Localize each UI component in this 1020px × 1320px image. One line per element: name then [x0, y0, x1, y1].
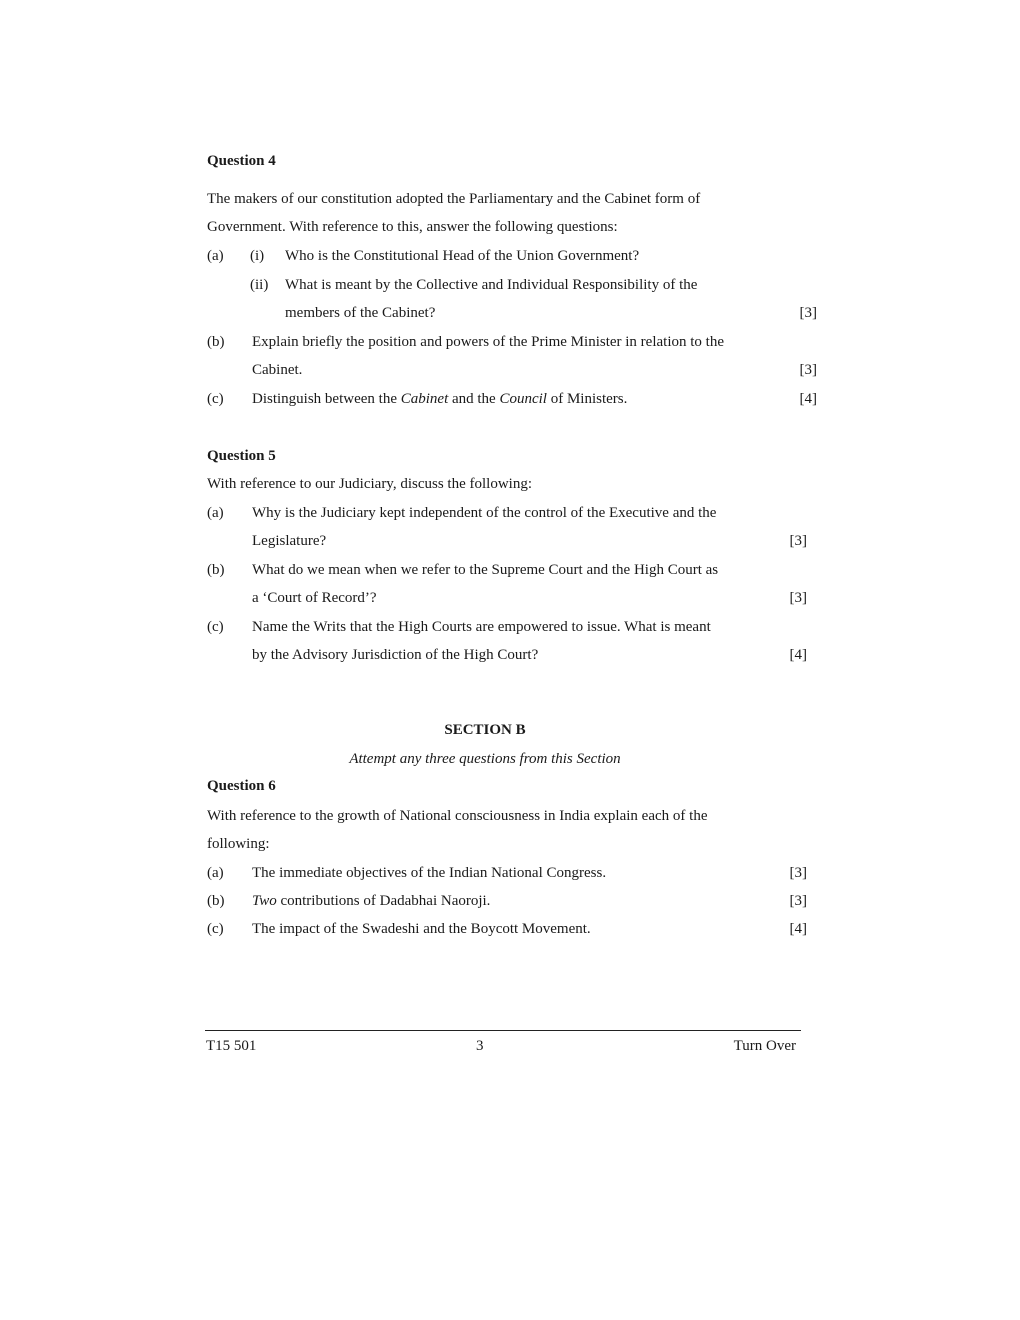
marks: [3]	[789, 893, 807, 909]
question-4b-text: Cabinet.	[252, 362, 303, 378]
question-5c-text: Name the Writs that the High Courts are empowered to issue. What is meant	[252, 619, 711, 635]
question-4-intro: The makers of our constitution adopted the Parliamentary and the Cabinet form of	[207, 191, 701, 207]
text-run: contributions of Dadabhai Naoroji.	[276, 893, 491, 909]
item-label: (b)	[207, 562, 225, 578]
item-label: (c)	[207, 619, 224, 635]
item-label: (c)	[207, 391, 224, 407]
item-label: (a)	[207, 248, 224, 264]
question-5-intro: With reference to our Judiciary, discuss the following:	[207, 476, 532, 492]
text-run-italic: Two	[252, 893, 277, 909]
footer-rule	[205, 1030, 801, 1031]
section-b-instruction: Attempt any three questions from this Section	[349, 751, 621, 767]
marks: [3]	[789, 865, 807, 881]
question-5-title: Question 5	[207, 448, 276, 464]
question-4-intro: Government. With reference to this, answer the following questions:	[207, 219, 618, 235]
marks: [4]	[789, 921, 807, 937]
page-number: 3	[476, 1038, 484, 1054]
marks: [4]	[799, 391, 817, 407]
subitem-label: (i)	[250, 248, 265, 264]
marks: [3]	[799, 362, 817, 378]
text-run: and the	[448, 391, 500, 407]
marks: [3]	[789, 590, 807, 606]
question-4-title: Question 4	[207, 153, 276, 169]
question-4a-ii-text: What is meant by the Collective and Individual Responsibility of the	[285, 277, 698, 293]
item-label: (a)	[207, 865, 224, 881]
question-6b-text	[252, 892, 490, 910]
question-6-intro: following:	[207, 836, 270, 852]
turn-over-label: Turn Over	[733, 1038, 796, 1054]
paper-code: T15 501	[206, 1038, 257, 1054]
question-4b-text: Explain briefly the position and powers of the Prime Minister in relation to the	[252, 334, 724, 350]
text-run: of Ministers.	[546, 391, 628, 407]
question-4c-text	[252, 390, 627, 408]
question-5a-text: Why is the Judiciary kept independent of the control of the Executive and the	[252, 505, 717, 521]
question-5a-text: Legislature?	[252, 533, 327, 549]
marks: [3]	[789, 533, 807, 549]
question-5c-text: by the Advisory Jurisdiction of the High Court?	[252, 647, 539, 663]
question-4a-ii-text: members of the Cabinet?	[285, 305, 436, 321]
item-label: (b)	[207, 893, 225, 909]
item-label: (b)	[207, 334, 225, 350]
text-run-italic: Council	[499, 391, 547, 407]
item-label: (a)	[207, 505, 224, 521]
marks: [4]	[789, 647, 807, 663]
question-6-intro: With reference to the growth of National consciousness in India explain each of the	[207, 808, 708, 824]
marks: [3]	[799, 305, 817, 321]
question-6-title: Question 6	[207, 778, 276, 794]
section-b-heading: SECTION B	[444, 722, 526, 738]
question-5b-text: a ‘Court of Record’?	[252, 590, 377, 606]
item-label: (c)	[207, 921, 224, 937]
text-run: Distinguish between the	[252, 391, 401, 407]
question-6c-text: The impact of the Swadeshi and the Boycott Movement.	[252, 921, 591, 937]
subitem-label: (ii)	[250, 277, 269, 293]
question-4a-i-text: Who is the Constitutional Head of the Union Government?	[285, 248, 640, 264]
text-run-italic: Cabinet	[400, 391, 449, 407]
question-5b-text: What do we mean when we refer to the Supreme Court and the High Court as	[252, 562, 719, 578]
question-6a-text: The immediate objectives of the Indian National Congress.	[252, 865, 607, 881]
